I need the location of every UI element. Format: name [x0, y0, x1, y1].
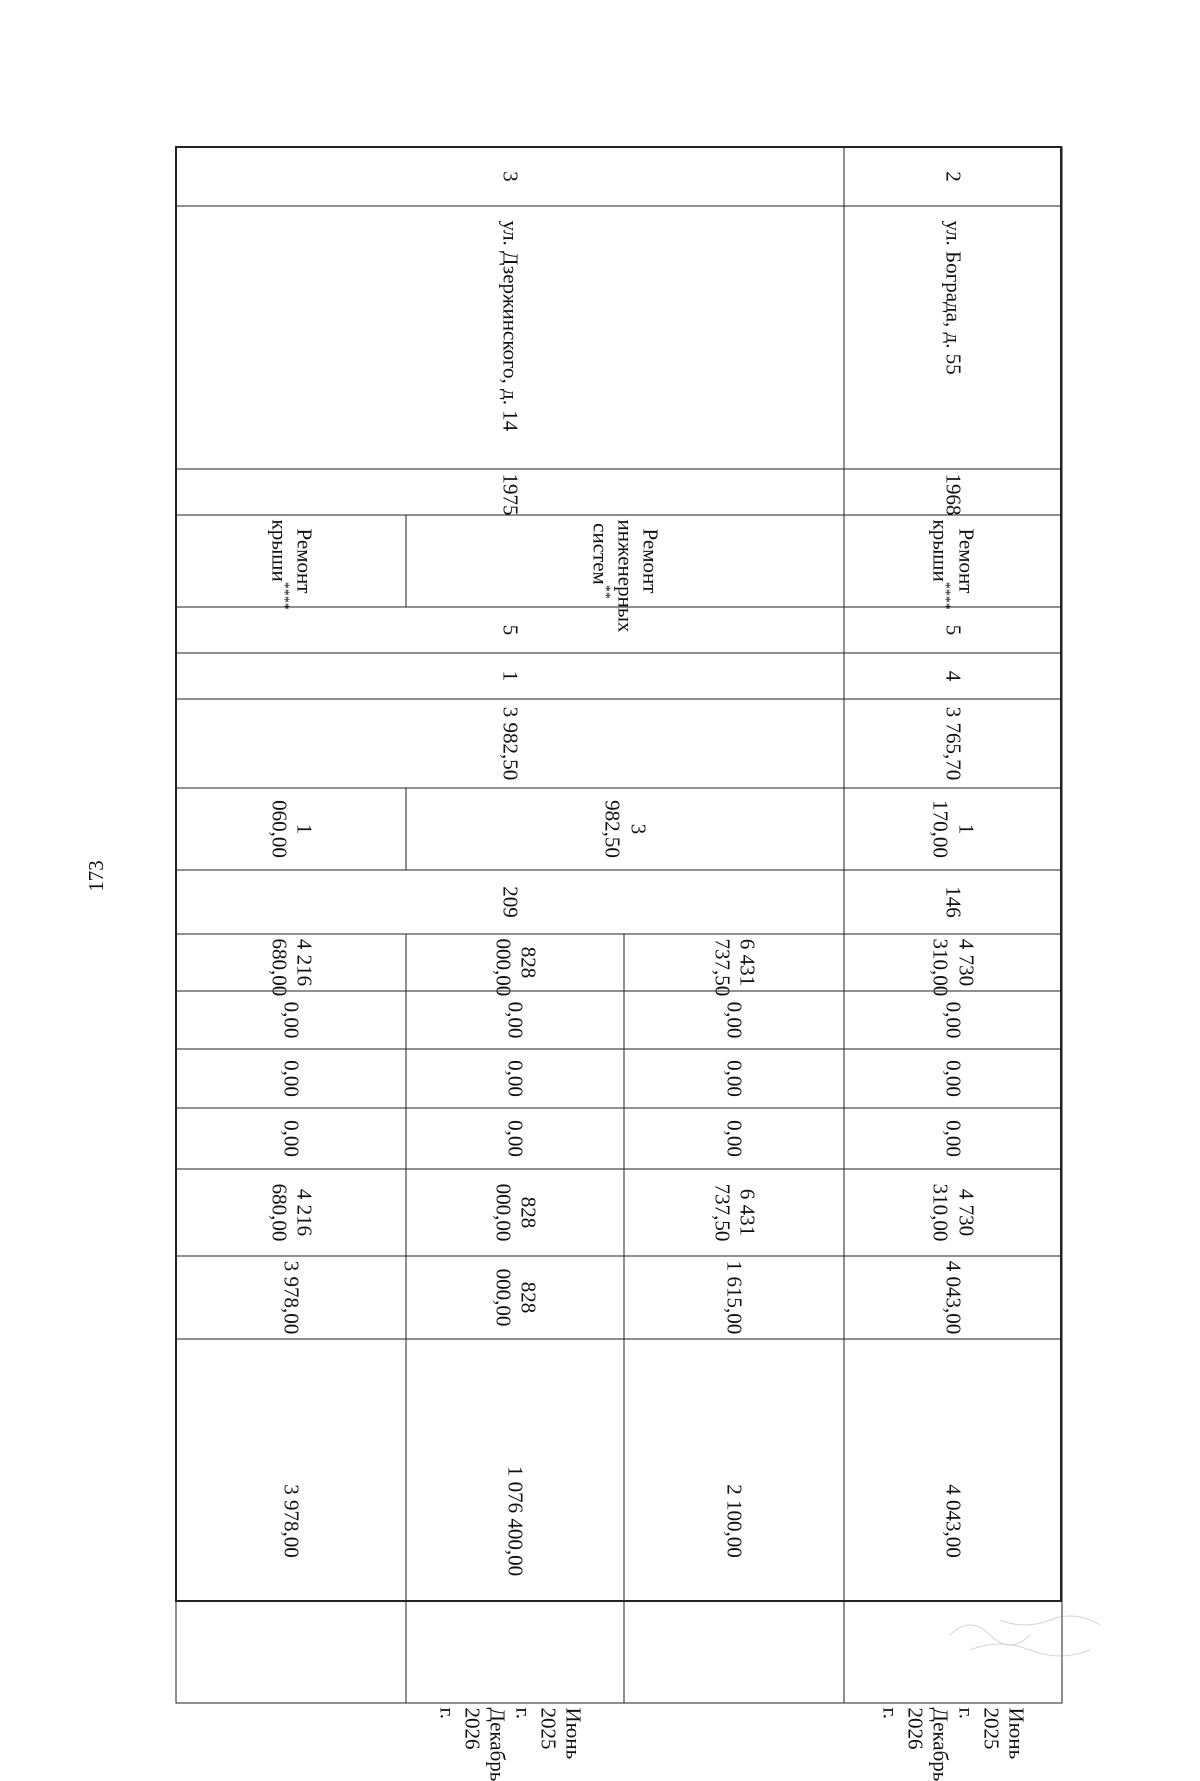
- work-type-label: Ремонт инженерных систем: [587, 519, 663, 632]
- amount-cell: 0,00: [406, 991, 624, 1049]
- value-cell: 1: [176, 653, 844, 699]
- row-index: 2: [843, 147, 1061, 206]
- amount-cell: 4 216 680,00: [176, 934, 406, 991]
- value-cell: 209: [176, 870, 844, 934]
- work-type-label: Ремонт крыши: [928, 519, 978, 593]
- footnote-mark: ****: [937, 581, 953, 610]
- footnote-mark: ****: [275, 581, 291, 610]
- amount-cell: 828 000,00: [406, 1256, 624, 1339]
- scan-stamp-mark: [940, 1600, 1140, 1670]
- amount-cell: 0,00: [176, 1049, 406, 1108]
- amount-cell: 0,00: [843, 1108, 1061, 1169]
- work-type-label: Ремонт крыши: [266, 519, 316, 593]
- work-type-cell: [406, 515, 844, 632]
- amount-cell: 0,00: [624, 1108, 843, 1169]
- value-cell: 5: [176, 607, 844, 653]
- value-cell: 3 982,50: [406, 788, 844, 870]
- value-cell: 5: [843, 607, 1061, 653]
- amount-cell: 1 615,00: [624, 1256, 843, 1339]
- work-type-cell: [843, 515, 1061, 610]
- year-cell: 1975: [176, 469, 844, 515]
- repair-schedule-table: [175, 146, 1062, 1781]
- amount-cell: 828 000,00: [406, 934, 624, 991]
- address-cell: ул. Бограда, д. 55: [843, 206, 1061, 469]
- amount-cell: 0,00: [843, 991, 1061, 1049]
- address-cell: ул. Дзержинского, д. 14: [176, 206, 844, 469]
- amount-cell: 0,00: [176, 1108, 406, 1169]
- year-cell: 1968: [843, 469, 1061, 515]
- amount-cell: 0,00: [843, 1049, 1061, 1108]
- value-cell: 3 982,50: [176, 699, 844, 788]
- amount-cell: 3 978,00: [176, 1339, 406, 1703]
- amount-cell: 828 000,00: [406, 1169, 624, 1256]
- amount-cell: 4 730 310,00: [843, 1169, 1061, 1256]
- footnote-mark: **: [596, 584, 612, 599]
- amount-cell: 4 216 680,00: [176, 1169, 406, 1256]
- table-row: 3 ул. Дзержинского, д. 14 1975 Ремонт инженерных систем** 5 1 3 982,50 3 982,50 209 6 431 737,50 0,00 0,00 0,00 6 431 737,50 1 615,00 2 100,00 Июнь 2025 г. Декабрь 2026 г.: [624, 147, 843, 1703]
- amount-cell: 6 431 737,50: [624, 1169, 843, 1256]
- amount-cell: 4 043,00: [843, 1256, 1061, 1339]
- amount-cell: 0,00: [176, 991, 406, 1049]
- amount-cell: 0,00: [624, 1049, 843, 1108]
- amount-cell: 2 100,00: [624, 1339, 843, 1703]
- value-cell: 146: [843, 870, 1061, 934]
- amount-cell: 6 431 737,50: [624, 934, 843, 991]
- repair-schedule-rotated-page: [175, 146, 1062, 1781]
- table-row: 2 ул. Бограда, д. 55 1968 Ремонт крыши**** 5 4 3 765,70 1 170,00 146 4 730 310,00 0,00 0,00 0,00 4 730 310,00 4 043,00 4 043,00 Июнь 2025 г. Декабрь 2026 г.: [843, 147, 1061, 1703]
- row-index: 3: [176, 147, 844, 206]
- page-number: 173: [83, 860, 108, 892]
- value-cell: 1 170,00: [843, 788, 1061, 870]
- work-type-cell: [176, 515, 406, 610]
- amount-cell: 0,00: [406, 1049, 624, 1108]
- amount-cell: 0,00: [406, 1108, 624, 1169]
- value-cell: 4: [843, 653, 1061, 699]
- amount-cell: 1 076 400,00: [406, 1339, 624, 1703]
- repair-schedule-table-frame: [175, 146, 1062, 1781]
- amount-cell: 3 978,00: [176, 1256, 406, 1339]
- value-cell: 3 765,70: [843, 699, 1061, 788]
- amount-cell: 4 043,00: [843, 1339, 1061, 1703]
- amount-cell: 0,00: [624, 991, 843, 1049]
- value-cell: 1 060,00: [176, 788, 406, 870]
- amount-cell: 4 730 310,00: [843, 934, 1061, 991]
